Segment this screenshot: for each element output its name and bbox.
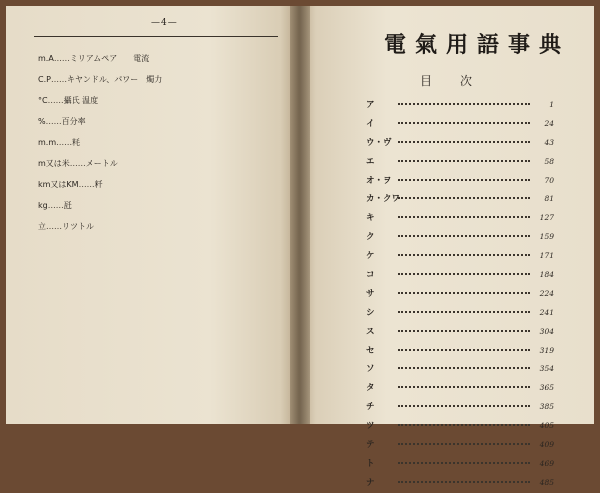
toc-entry [366,436,554,455]
toc-entry-page: 365 [539,383,554,393]
toc-entry-page: 409 [539,440,554,450]
toc-dot-leader [398,216,530,218]
toc-entry-page: 1 [549,100,554,109]
toc-dot-leader [398,122,530,124]
toc-entry-page: 58 [544,156,554,166]
book-title: 電氣用語事典 [384,32,571,58]
abbreviation-meaning: キヤンドル、パワー 燭力 [66,75,163,84]
abbreviation-dots: …… [45,117,62,126]
abbreviation-term: km又はKM [38,180,79,189]
toc-entry [366,379,554,398]
abbreviation-dots: …… [78,180,95,189]
toc-entry [366,474,554,493]
toc-entry-page: 485 [539,477,554,487]
abbreviation-term: °C [38,96,48,105]
toc-dot-leader [398,481,530,483]
toc-dot-leader [398,254,530,256]
toc-entry-page: 171 [539,251,554,261]
abbreviation-term: m又は米 [38,159,70,168]
toc-entry-label: ソ [366,364,375,375]
toc-heading: 目次 [420,74,501,88]
toc-dot-leader [398,367,530,369]
abbreviation-dots: …… [47,201,64,210]
abbreviation-meaning: 瓩 [63,201,72,210]
toc-entry-page: 241 [539,307,554,317]
table-of-contents [366,96,554,493]
toc-entry-page: 469 [539,458,554,468]
toc-dot-leader [398,311,530,313]
left-page [6,6,298,424]
toc-entry-label: カ・クワ [366,194,401,205]
toc-dot-leader [398,386,530,388]
abbreviation-meaning: 粁 [94,180,103,189]
header-rule [34,36,278,37]
toc-entry-label: キ [366,213,375,224]
toc-entry-page: 43 [544,137,554,147]
abbreviation-term: % [38,117,46,126]
toc-entry [366,455,554,474]
toc-dot-leader [398,103,530,105]
abbreviation-dots: …… [50,75,67,84]
toc-entry [366,228,554,247]
abbreviation-item [38,132,162,153]
toc-entry [366,247,554,266]
toc-entry [366,134,554,153]
toc-dot-leader [398,405,530,407]
toc-entry-page: 127 [539,213,554,223]
toc-entry [366,398,554,417]
toc-entry-label: サ [366,288,375,299]
abbreviation-meaning: ミリアムペア 電流 [69,54,150,63]
toc-entry-label: イ [366,118,375,129]
toc-entry-label: シ [366,307,375,318]
toc-entry-page: 24 [544,118,554,128]
toc-entry [366,360,554,379]
toc-entry-label: ス [366,326,375,337]
toc-dot-leader [398,443,530,445]
toc-entry-page: 159 [539,232,554,242]
toc-entry-label: セ [366,345,375,356]
toc-entry [366,172,554,191]
toc-entry [366,417,554,436]
abbreviation-item [38,174,162,195]
toc-entry-label: ケ [366,251,375,262]
toc-entry-label: ウ・ヴ [366,137,392,148]
abbreviation-dots: …… [56,138,73,147]
toc-dot-leader [398,349,530,351]
abbreviation-term: 立 [38,222,46,231]
toc-entry [366,285,554,304]
toc-entry-page: 354 [539,364,554,374]
abbreviation-meaning: 百分率 [61,117,86,126]
toc-dot-leader [398,330,530,332]
toc-entry-label: エ [366,156,375,167]
abbreviation-meaning: リツトル [62,222,94,231]
abbreviation-list [38,48,162,237]
abbreviation-meaning: 粍 [72,138,81,147]
abbreviation-term: m.m [38,138,57,147]
abbreviation-term: kg [38,201,48,210]
page-number: —4— [151,18,178,28]
toc-entry [366,190,554,209]
abbreviation-item [38,216,162,237]
toc-dot-leader [398,179,530,181]
abbreviation-item [38,48,162,69]
toc-entry-label: ア [366,100,375,110]
toc-entry-page: 81 [544,194,554,204]
toc-entry-label: ト [366,458,375,469]
toc-entry-page: 385 [539,402,554,412]
abbreviation-item [38,111,162,132]
book-gutter [290,6,310,424]
toc-entry [366,266,554,285]
toc-dot-leader [398,292,530,294]
toc-dot-leader [398,141,530,143]
abbreviation-item [38,90,162,111]
abbreviation-meaning: 攝氏 温度 [63,96,99,105]
toc-dot-leader [398,424,530,426]
abbreviation-dots: …… [47,96,64,105]
toc-entry-page: 184 [539,270,554,280]
toc-entry-label: ナ [366,477,375,488]
toc-entry [366,342,554,361]
toc-dot-leader [398,197,530,199]
abbreviation-dots: …… [46,222,62,231]
abbreviation-item [38,69,162,90]
toc-entry [366,96,554,115]
toc-entry-page: 70 [544,175,554,185]
toc-dot-leader [398,273,530,275]
abbreviation-item [38,153,162,174]
toc-entry [366,323,554,342]
toc-entry-label: チ [366,402,375,413]
toc-dot-leader [398,235,530,237]
abbreviation-item [38,195,162,216]
toc-entry-label: ツ [366,421,375,432]
toc-entry-page: 405 [539,421,554,431]
toc-entry-page: 304 [539,326,554,336]
toc-entry [366,304,554,323]
toc-entry-label: オ・ヲ [366,175,392,186]
toc-entry-page: 224 [539,288,554,298]
toc-entry [366,115,554,134]
toc-entry-label: コ [366,270,375,281]
abbreviation-dots: …… [53,54,70,63]
toc-entry-label: テ [366,440,375,451]
toc-entry-label: ク [366,232,375,243]
toc-dot-leader [398,160,530,162]
toc-entry [366,153,554,172]
toc-entry-label: タ [366,383,375,394]
toc-dot-leader [398,462,530,464]
toc-entry [366,209,554,228]
toc-entry-page: 319 [539,345,554,355]
abbreviation-meaning: メートル [85,159,118,168]
right-page [298,6,594,488]
abbreviation-term: C.P [38,75,51,84]
abbreviation-term: m.A [38,54,54,63]
abbreviation-dots: …… [69,159,86,168]
